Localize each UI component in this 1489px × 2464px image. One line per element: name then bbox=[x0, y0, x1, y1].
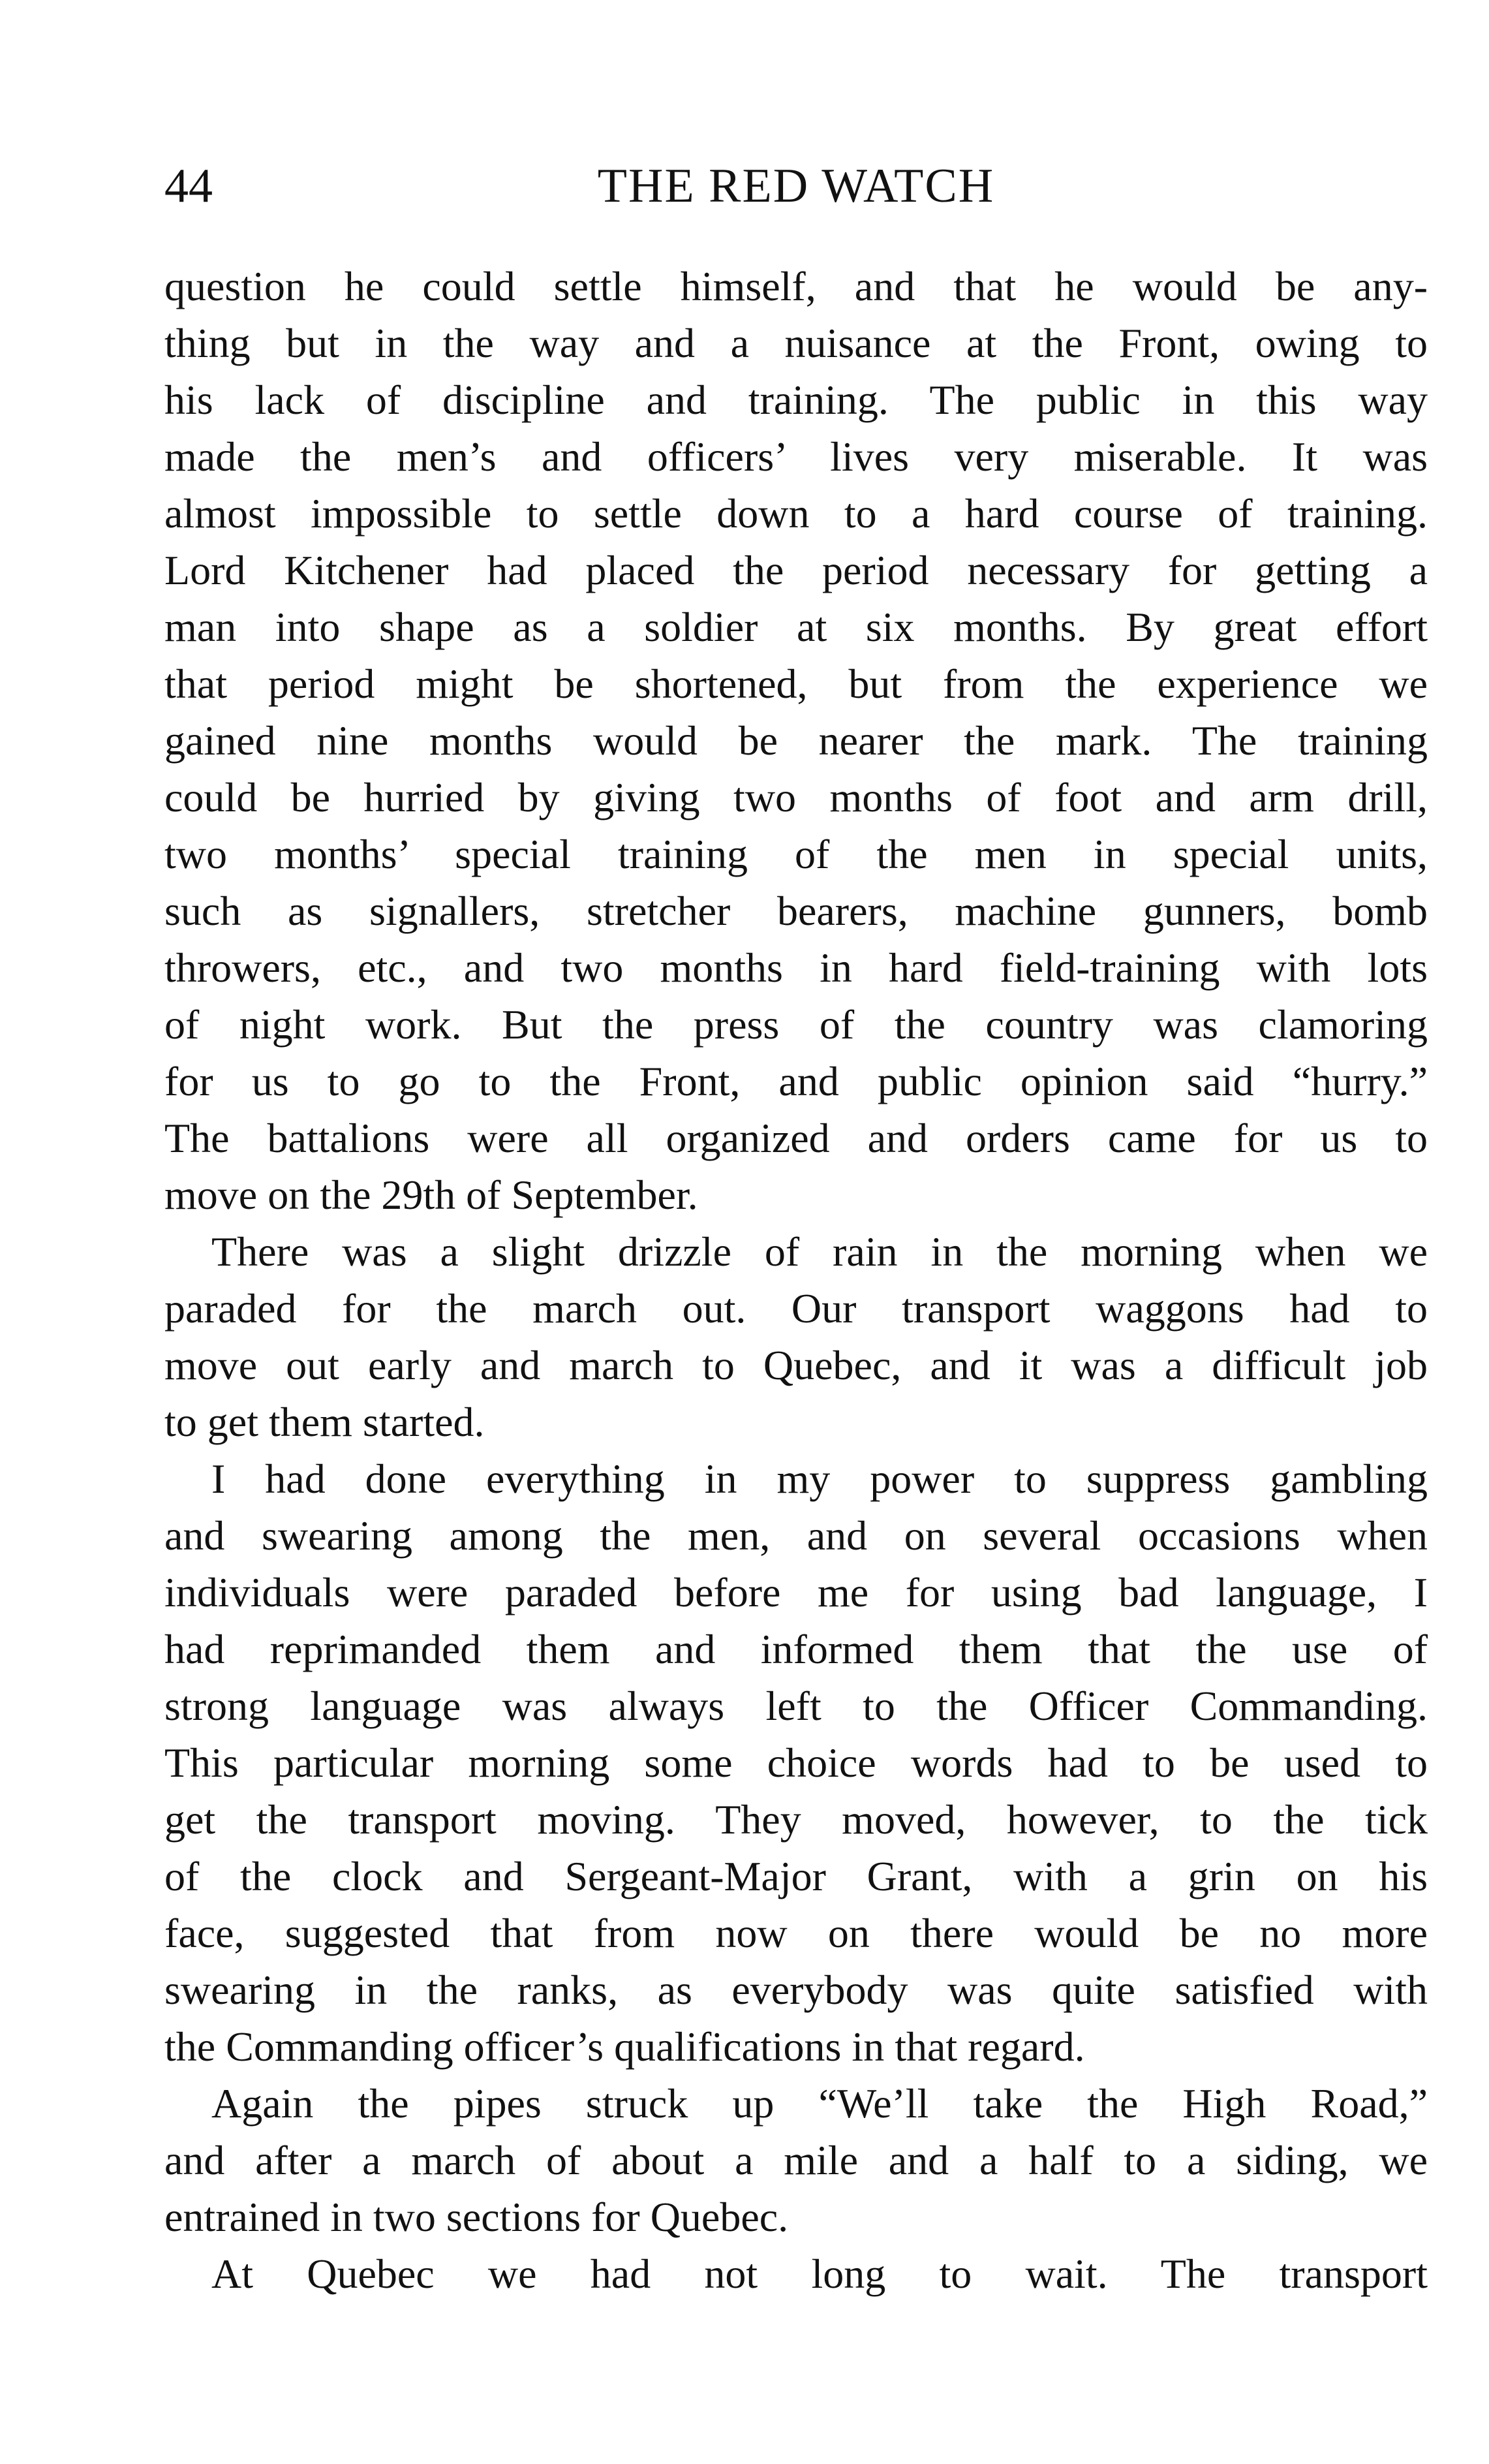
page-header bbox=[164, 150, 1428, 222]
text-line: Lord Kitchener had placed the period necessary for getting a bbox=[164, 547, 1428, 593]
text-line: Again the pipes struck up “We’ll take the High Road,” bbox=[211, 2080, 1428, 2127]
text-line: thing but in the way and a nuisance at the Front, owing to bbox=[164, 320, 1428, 366]
text-line: individuals were paraded before me for using bad language, I bbox=[164, 1569, 1428, 1615]
text-line: get the transport moving. They moved, however, to the tick bbox=[164, 1796, 1428, 1843]
text-line: question he could settle himself, and that he would be any- bbox=[164, 263, 1428, 309]
text-line: made the men’s and officers’ lives very miserable. It was bbox=[164, 433, 1428, 480]
text-line: had reprimanded them and informed them that the use of bbox=[164, 1626, 1428, 1672]
text-line: of the clock and Sergeant-Major Grant, with a grin on his bbox=[164, 1853, 1428, 1899]
text-line: of night work. But the press of the country was clamoring bbox=[164, 1001, 1428, 1048]
text-line: I had done everything in my power to suppress gambling bbox=[211, 1456, 1428, 1502]
text-line: and after a march of about a mile and a half to a siding, we bbox=[164, 2137, 1428, 2183]
text-line: such as signallers, stretcher bearers, machine gunners, bomb bbox=[164, 888, 1428, 934]
text-line: move on the 29th of September. bbox=[164, 1172, 698, 1218]
text-line: could be hurried by giving two months of foot and arm drill, bbox=[164, 774, 1428, 820]
text-line: that period might be shortened, but from the experience we bbox=[164, 661, 1428, 707]
text-line: This particular morning some choice words had to be used to bbox=[164, 1739, 1428, 1786]
running-head: THE RED WATCH bbox=[597, 159, 995, 213]
page-number: 44 bbox=[164, 159, 213, 213]
text-line: gained nine months would be nearer the mark. The training bbox=[164, 717, 1428, 764]
body-text bbox=[164, 258, 1428, 2302]
text-line: the Commanding officer’s qualifications in that regard. bbox=[164, 2023, 1085, 2070]
text-line: paraded for the march out. Our transport waggons had to bbox=[164, 1285, 1428, 1332]
text-line: man into shape as a soldier at six months. By great effort bbox=[164, 604, 1428, 650]
text-line: almost impossible to settle down to a hard course of training. bbox=[164, 490, 1428, 537]
text-line: entrained in two sections for Quebec. bbox=[164, 2194, 789, 2240]
text-line: face, suggested that from now on there would be no more bbox=[164, 1910, 1428, 1956]
text-line: for us to go to the Front, and public opinion said “hurry.” bbox=[164, 1058, 1428, 1104]
text-line: and swearing among the men, and on several occasions when bbox=[164, 1512, 1428, 1559]
text-line: move out early and march to Quebec, and it was a difficult job bbox=[164, 1342, 1428, 1388]
text-line: swearing in the ranks, as everybody was quite satisfied with bbox=[164, 1967, 1428, 2013]
text-line: The battalions were all organized and orders came for us to bbox=[164, 1115, 1428, 1161]
text-line: to get them started. bbox=[164, 1399, 485, 1445]
text-line: There was a slight drizzle of rain in the morning when we bbox=[211, 1228, 1428, 1275]
text-line: strong language was always left to the Officer Commanding. bbox=[164, 1683, 1428, 1729]
text-line: At Quebec we had not long to wait. The transport bbox=[211, 2251, 1428, 2297]
text-line: throwers, etc., and two months in hard field-training with lots bbox=[164, 944, 1428, 991]
text-line: his lack of discipline and training. The public in this way bbox=[164, 377, 1428, 423]
text-line: two months’ special training of the men in special units, bbox=[164, 831, 1428, 877]
